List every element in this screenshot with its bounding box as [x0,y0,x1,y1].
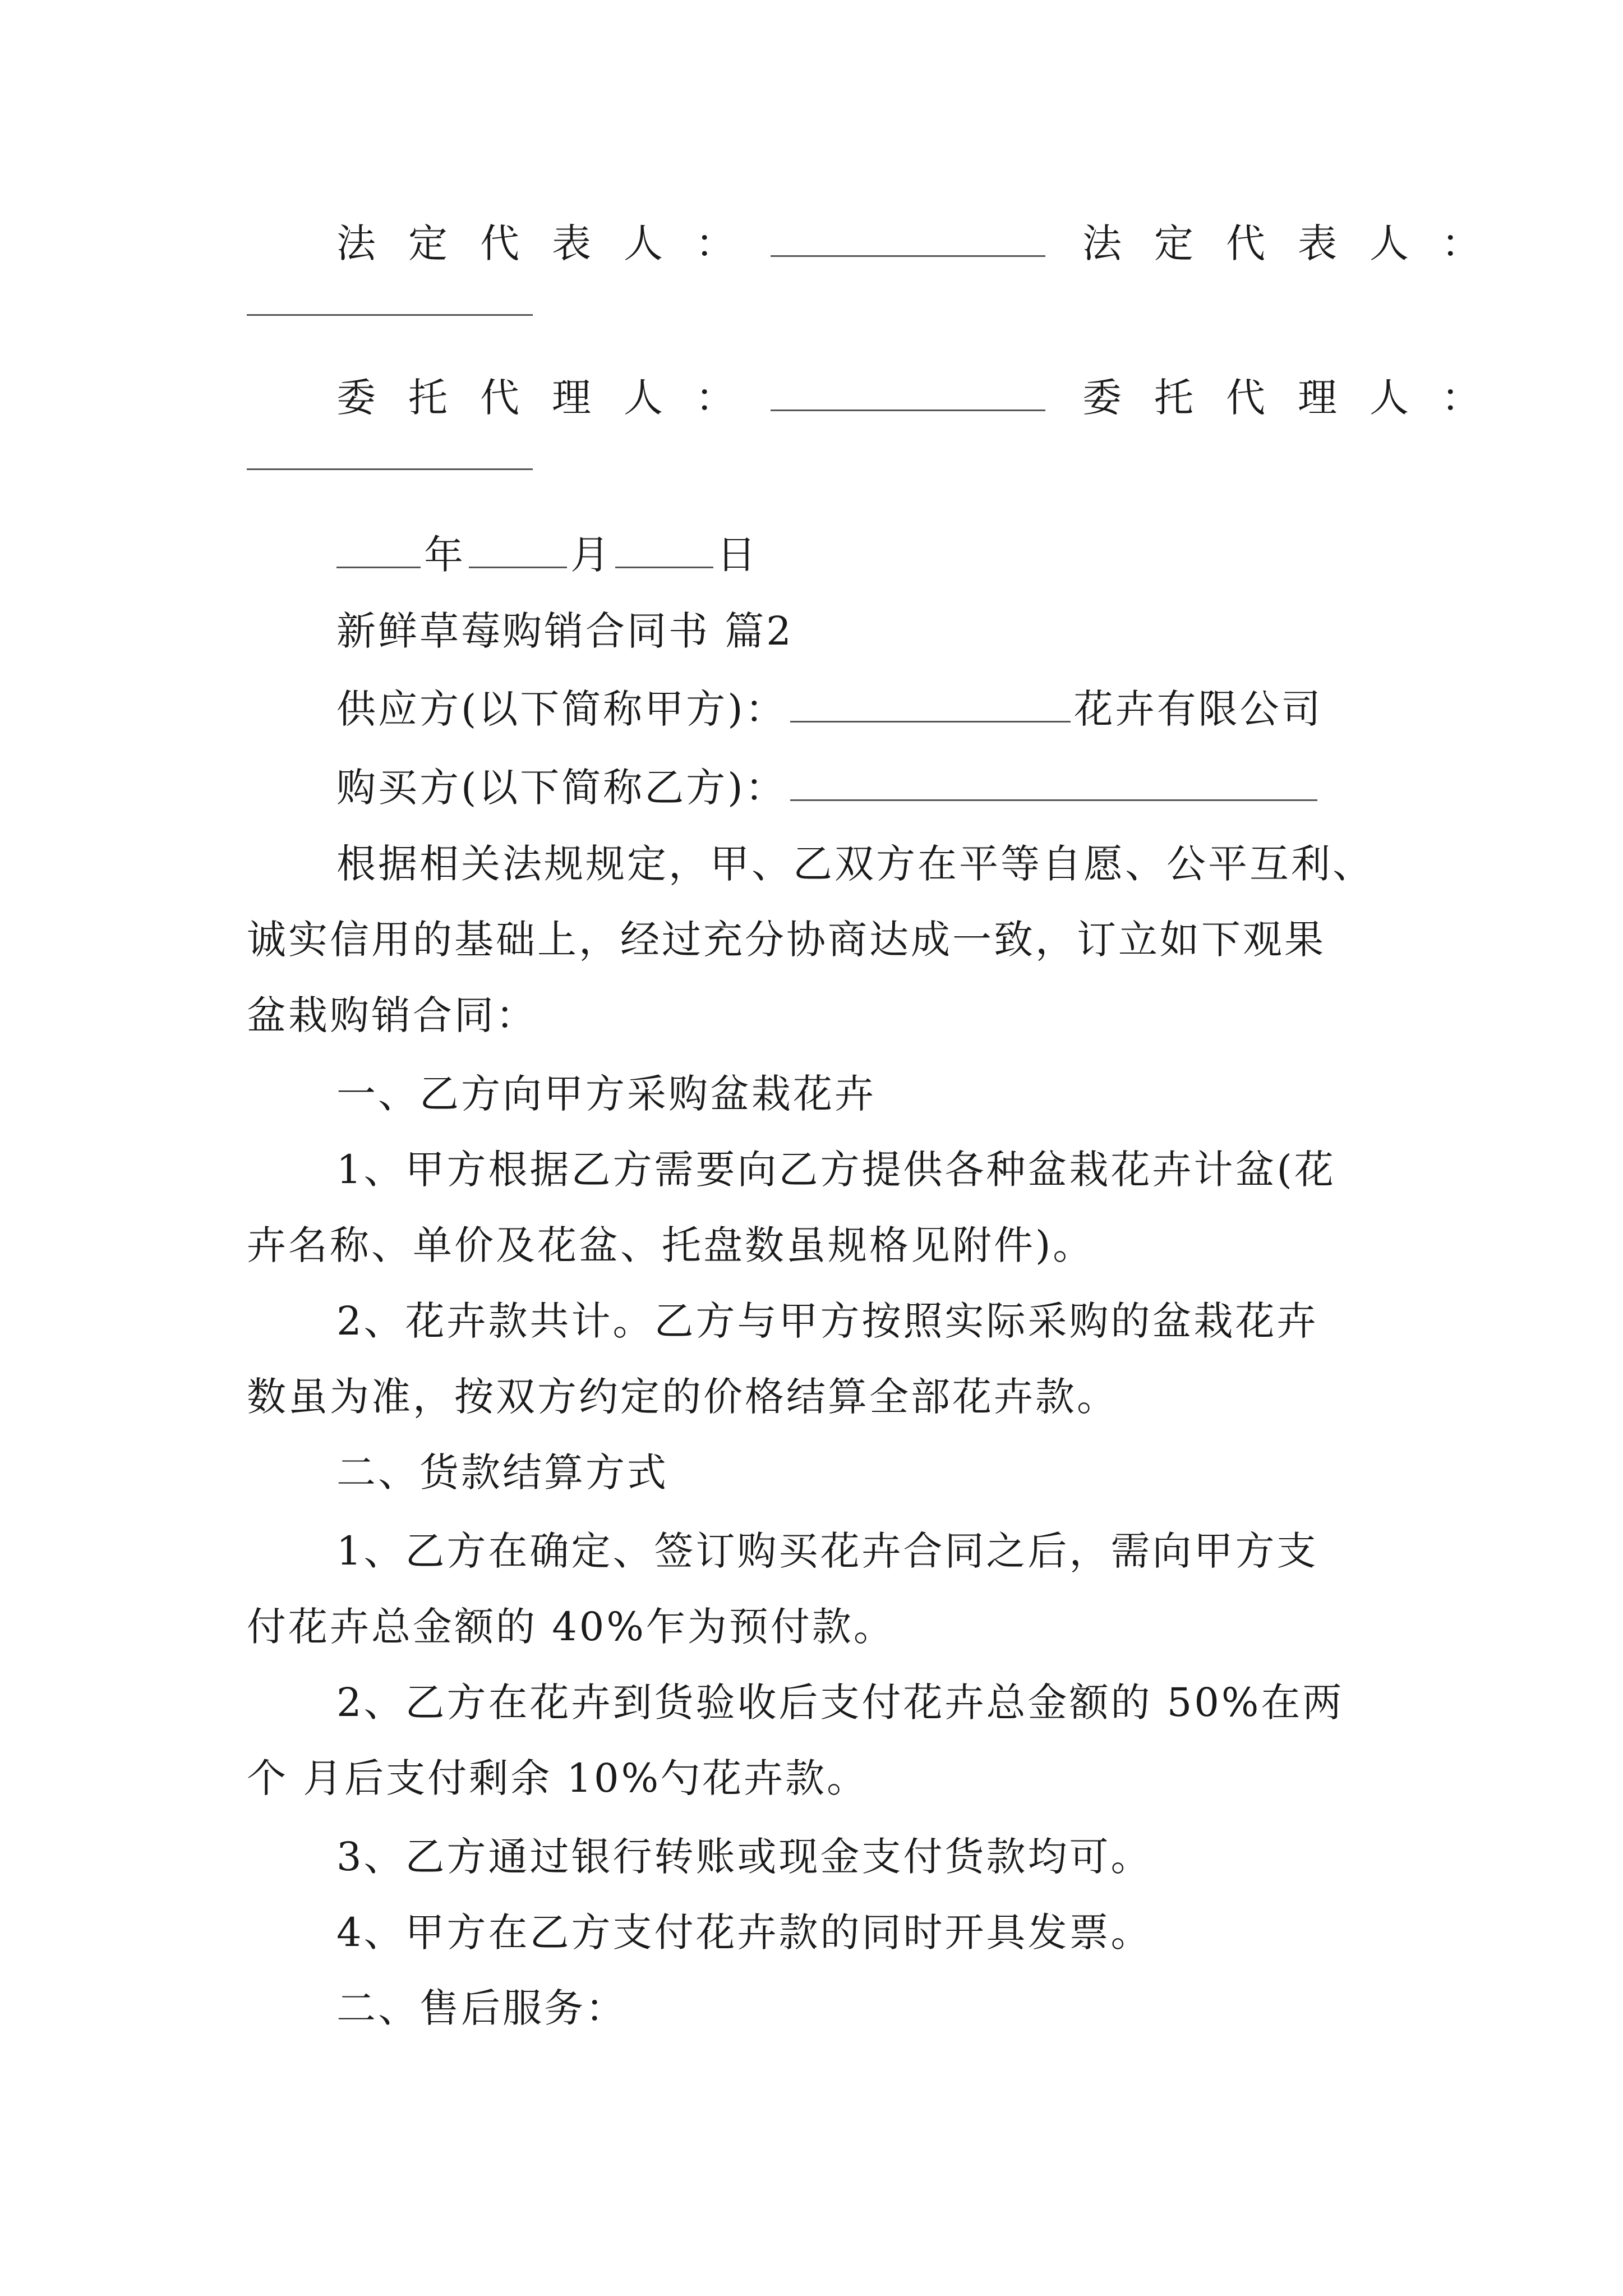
agent-label-a: 委托代理人： [336,375,767,421]
year-label: 年 [424,532,465,578]
legal-rep-label-b: 法定代表人： [1082,220,1513,266]
month-label: 月 [570,532,612,578]
buyer-row [336,760,1492,813]
paragraph-line: 4、甲方在乙方支付花卉款的同时开具发票。 [336,1910,1152,1955]
month-blank[interactable] [469,527,567,568]
section-heading: 二、售后服务： [336,1985,627,2031]
year-blank[interactable] [336,527,421,568]
paragraph-line: 1、乙方在确定、签订购买花卉合同之后，需向甲方支 [336,1528,1318,1574]
paragraph-line: 个 月后支付剩余 10%勺花卉款。 [247,1755,869,1801]
paragraph-line: 2、花卉款共计。乙方与甲方按照实际采购的盆栽花卉 [336,1298,1318,1344]
legal-rep-blank-a[interactable] [771,216,1045,257]
section-heading: 二、货款结算方式 [336,1450,668,1496]
day-blank[interactable] [615,527,713,568]
legal-rep-blank-b[interactable] [247,314,533,316]
paragraph-line: 付花卉总金额的 40%乍为预付款。 [247,1604,895,1650]
legal-rep-label-a: 法定代表人： [336,220,767,266]
legal-rep-row [336,216,1513,269]
date-row [336,527,1492,580]
paragraph-line: 2、乙方在花卉到货验收后支付花卉总金额的 50%在两 [336,1680,1344,1726]
paragraph-line: 盆栽购销合同： [247,992,537,1038]
agent-row [336,370,1513,423]
paragraph-line: 3、乙方通过银行转账或现金支付货款均可。 [336,1834,1152,1880]
buyer-label: 购买方(以下简称乙方)： [336,765,787,811]
paragraph-line: 根据相关法规规定，甲、乙双方在平等自愿、公平互利、 [336,841,1374,887]
agent-blank-b[interactable] [247,468,533,470]
agent-blank-a[interactable] [771,370,1045,411]
paragraph-line: 1、甲方根据乙方需要向乙方提供各种盆栽花卉计盆(花 [336,1147,1336,1193]
supplier-label: 供应方(以下简称甲方)： [336,686,787,732]
paragraph-line: 卉名称、单价及花盆、托盘数虽规格见附件)。 [247,1222,1095,1268]
paragraph-line: 数虽为准，按双方约定的价格结算全部花卉款。 [247,1374,1118,1420]
agent-label-b: 委托代理人： [1082,375,1513,421]
contract-title: 新鲜草莓购销合同书 篇2 [336,608,794,654]
paragraph-line: 诚实信用的基础上，经过充分协商达成一致，订立如下观果 [247,917,1326,963]
section-heading: 一、乙方向甲方采购盆栽花卉 [336,1071,876,1117]
supplier-name-blank[interactable] [790,682,1071,723]
supplier-suffix: 花卉有限公司 [1073,686,1323,732]
supplier-row [336,682,1492,734]
buyer-name-blank[interactable] [790,760,1317,801]
day-label: 日 [717,532,758,578]
